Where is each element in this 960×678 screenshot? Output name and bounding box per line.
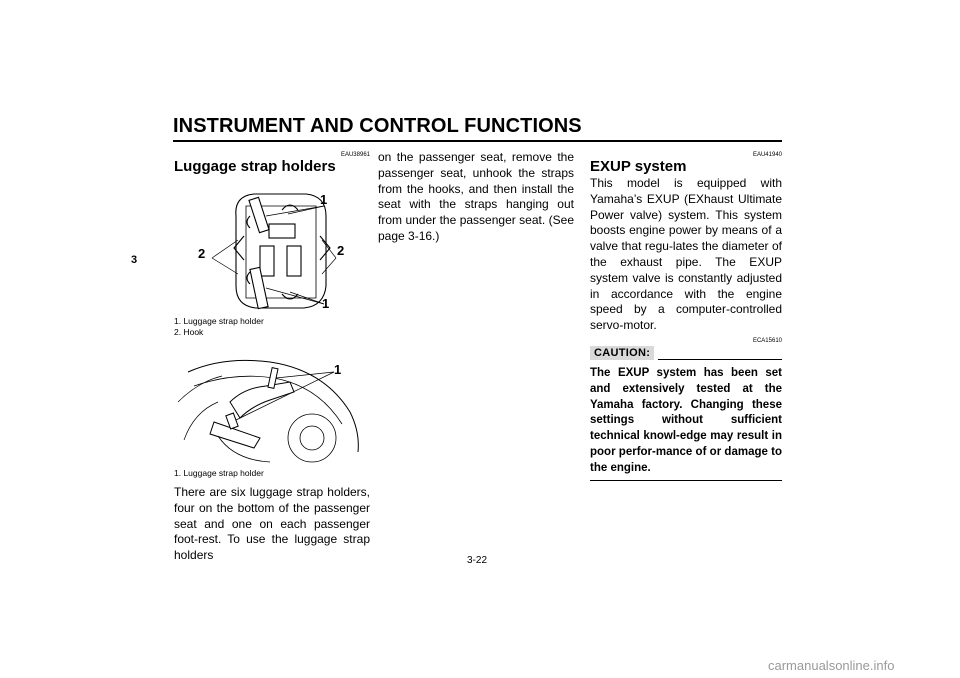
figure-luggage-holder-footrest — [174, 342, 370, 468]
watermark: carmanualsonline.info — [768, 658, 895, 673]
column-middle — [378, 150, 574, 245]
section-code: EAU41940 — [752, 152, 782, 158]
figure-caption: 1. Luggage strap holder — [174, 468, 264, 478]
caution-label: CAUTION: — [590, 346, 654, 360]
page-number: 3-22 — [467, 555, 488, 566]
column-left — [174, 152, 370, 564]
chapter-tab: 3 — [130, 254, 138, 266]
body-paragraph: on the passenger seat, remove the passenger seat, unhook the straps from the hooks, and then install the seat with the straps hanging out from under the passenger seat. (See page 3-16.) — [378, 150, 574, 243]
callout-label: 2 — [198, 246, 206, 261]
section-title: Luggage strap holders — [174, 158, 336, 175]
figure-caption: 1. Luggage strap holder — [174, 316, 264, 326]
header-rule — [173, 140, 782, 142]
section-title: EXUP system — [590, 158, 687, 175]
caution-text: The EXUP system has been set and extensively tested at the Yamaha factory. Changing these settings without sufficient technical knowl-edge may result in poor perfor-mance of or damage to the engine. — [590, 366, 782, 481]
page-header-title: INSTRUMENT AND CONTROL FUNCTIONS — [173, 115, 582, 137]
caution-rule — [658, 359, 782, 360]
footrest-illustration — [174, 342, 370, 468]
caution-code: ECA15610 — [752, 337, 782, 344]
figure-caption: 2. Hook — [174, 327, 204, 337]
column-right — [590, 152, 782, 481]
body-paragraph: This model is equipped with Yamaha’s EXUP (EXhaust Ultimate Power valve) system. This system boosts engine power by means of a valve that regu-lates the diameter of the exhaust pipe. The EXUP system valve is constantly adjusted in accordance with the engine speed by a computer-controlled servo-motor. — [590, 176, 782, 333]
callout-label: 1 — [322, 296, 330, 311]
caution-header — [590, 346, 782, 360]
callout-label: 1 — [334, 362, 342, 377]
callout-label: 1 — [320, 192, 328, 207]
figure-luggage-holders-seat — [174, 176, 370, 316]
callout-label: 2 — [337, 243, 345, 258]
body-paragraph: There are six luggage strap holders, four on the bottom of the passenger seat and one on each passenger foot-rest. To use the luggage strap holders — [174, 485, 370, 563]
section-code: EAU38961 — [340, 152, 370, 158]
